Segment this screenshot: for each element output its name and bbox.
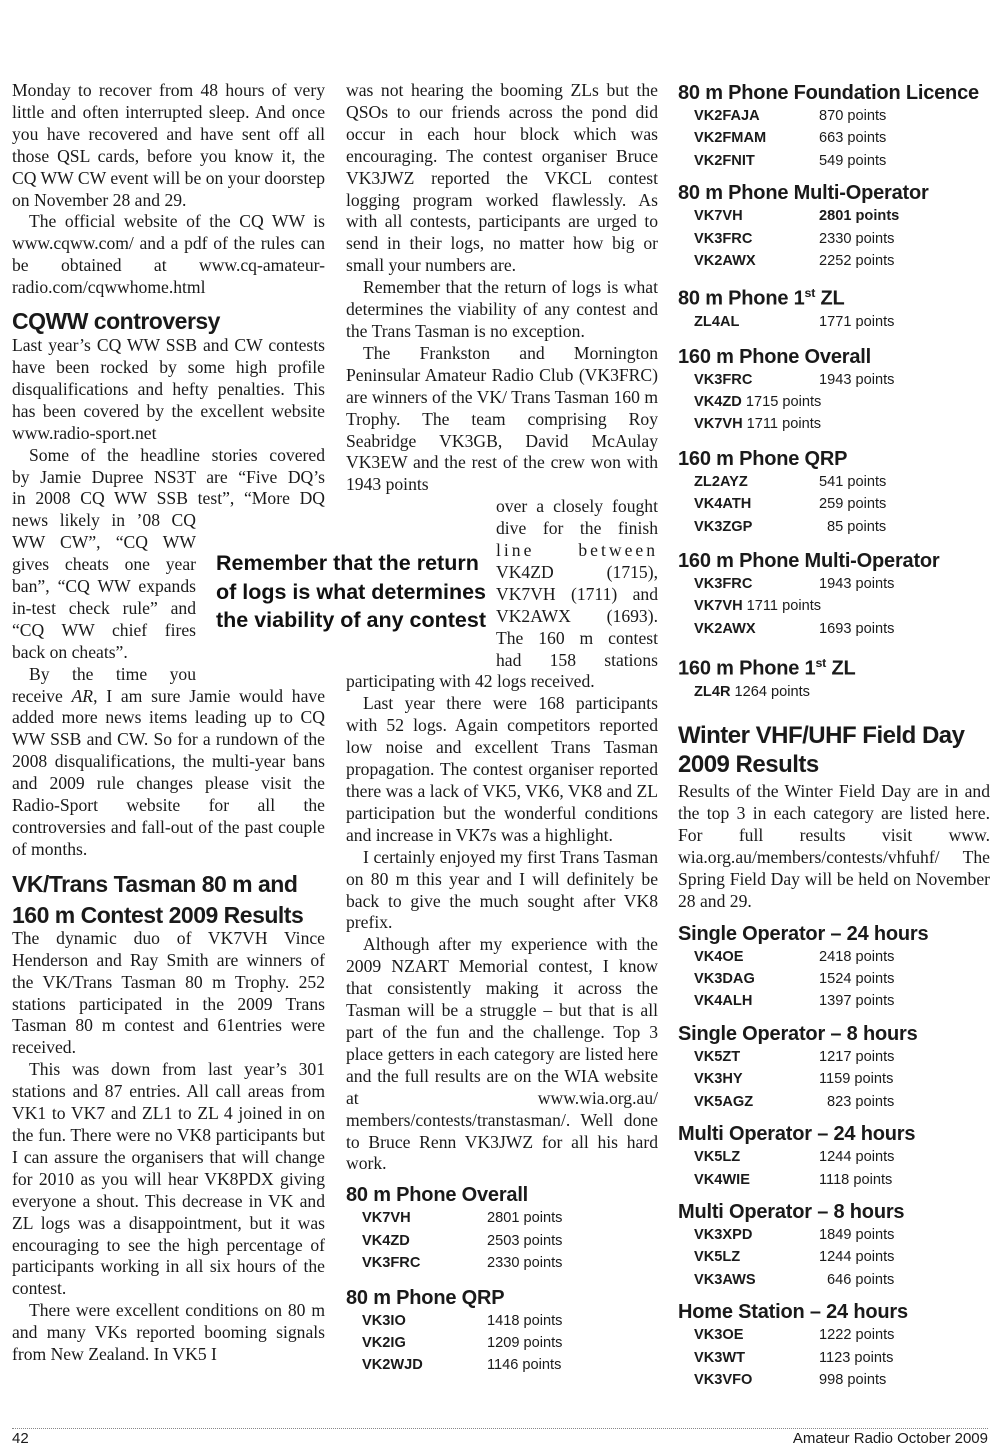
points: 1244 points (819, 1149, 895, 1166)
results-heading: 80 m Phone Overall (346, 1184, 529, 1207)
callsign: VK4ATH (694, 496, 752, 513)
paragraph: There were excellent conditions on 80 m and many VKs reported booming signals from New Zealand. In VK5 I (12, 1300, 325, 1365)
callsign: VK3FRC (694, 230, 753, 247)
points: 2330 points (487, 1255, 563, 1272)
result-row (694, 413, 990, 435)
callsign: VK3FRC (694, 575, 753, 592)
result-row (362, 1252, 658, 1274)
callsign: VK2FNIT (694, 152, 755, 169)
line: line between (496, 540, 658, 561)
results-multi-op-8h (678, 1201, 990, 1291)
points: 1943 points (819, 575, 895, 592)
points: 1711 points (746, 416, 822, 433)
text: 80 m Phone 1 (678, 288, 805, 311)
paragraph: The Frankston and Mornington Peninsular Amateur Radio Club (VK3FRC) are winners of the VK/ Trans Tasman 160 m Trophy. The team comprising Roy Seabridge VK3GB, David McAulay VK3EW and the rest of the crew won with 1943 points (346, 342, 658, 495)
paragraph: The official website of the CQ WW is www.cqww.com/ and a pdf of the rules can be obtained at www.cq-amateur-radio.com/cqwwhome.html (12, 211, 325, 298)
result-row (694, 990, 990, 1012)
callsign: VK7VH (362, 1210, 411, 1227)
callsign: VK5LZ (694, 1149, 741, 1166)
line: ban”, “CQ WW expands (12, 576, 196, 597)
line: “CQ WW chief fires (12, 619, 196, 640)
ordinal-suffix: st (804, 286, 816, 301)
paragraph: participating with 42 logs received. (346, 671, 595, 692)
points: 1159 points (819, 1071, 894, 1088)
paragraph: Remember that the return of logs is what determines the viability of any contest and the Trans Tasman is no exception. (346, 277, 658, 341)
paragraph: Results of the Winter Field Day are in and the top 3 in each category are listed here. For full results visit www. wia.org.au/members/contests/vhfuhf/ The Spring Field Day will be held on November 28 and 29. (678, 781, 990, 911)
publication-title: Amateur Radio October 2009 (792, 1430, 988, 1447)
result-row (694, 311, 990, 333)
paragraph: Last year’s CQ WW SSB and CW contests have been rocked by some high profile disqualifications and hefty penalties. This has been covered by the excellent website www.radio-sport.net (12, 335, 325, 443)
callsign: VK2FAJA (694, 108, 760, 124)
line: in-test check rule” and (12, 597, 196, 618)
callsign: VK4OE (694, 948, 744, 965)
callsign: VK5AGZ (694, 1093, 754, 1110)
text: 160 m Phone 1 (678, 657, 816, 680)
result-row (694, 573, 990, 595)
callsign: VK3IO (362, 1312, 406, 1329)
result-row (694, 250, 990, 272)
result-row (694, 946, 990, 968)
footer-divider (12, 1428, 988, 1429)
results-rows (694, 1324, 990, 1391)
results-heading: 160 m Phone Multi-Operator (678, 549, 940, 572)
result-row (694, 391, 990, 413)
paragraph: The dynamic duo of VK7VH Vince Henderson and Ray Smith are winners of the VK/Trans Tasman 80 m Trophy. 252 stations participated in the 2009 Trans Tasman 80 m contest and 61entries were received. (12, 927, 325, 1058)
results-heading: Home Station – 24 hours (678, 1301, 908, 1324)
points: 1524 points (819, 971, 895, 988)
callsign: VK3DAG (694, 971, 755, 988)
result-row (694, 595, 990, 617)
points: 1943 points (819, 371, 895, 388)
points: 2252 points (819, 253, 895, 270)
paragraph: Although after my experience with the 2009 NZART Memorial contest, I know that consistently making it across the Tasman will be a struggle – but that is all part of the fun and the challenge. Top 3 place getters in each category are listed here and the full results are on the WIA website at www.wia.org.au/ members/contests/transtasman/. Well done to Bruce Renn VK3JWZ for all his hard work. (346, 934, 658, 1174)
result-row (694, 205, 990, 227)
points: 259 points (819, 496, 887, 513)
result-row (362, 1207, 658, 1229)
results-rows (694, 1146, 990, 1191)
line: by Jamie Dupree NS3T are “Five DQ’s (12, 466, 325, 487)
callsign: VK3AWS (694, 1271, 756, 1288)
results-80m-phone-qrp (346, 1287, 658, 1377)
points: 1244 points (819, 1249, 895, 1266)
results-single-op-8h (678, 1023, 990, 1113)
text: ZL (815, 288, 845, 311)
pull-quote: Remember that the return of logs is what determines the viability of any contest (216, 551, 486, 632)
results-160m-phone-multi-operator (678, 550, 990, 640)
column-2 (346, 80, 658, 1377)
points: 1771 points (819, 314, 895, 331)
results-rows (694, 1046, 990, 1113)
results-home-station-24h (678, 1301, 990, 1391)
line: The 160 m contest (496, 627, 658, 648)
points: 2330 points (819, 230, 895, 247)
result-row (694, 1169, 990, 1191)
line: dive for the finish (496, 518, 658, 539)
results-160m-phone-1st-zl (678, 652, 990, 703)
callsign: VK3VFO (694, 1371, 753, 1388)
line: By the time you (29, 663, 196, 684)
callsign: ZL2AYZ (694, 473, 748, 490)
paragraph: Last year there were 168 participants with 52 logs. Again competitors reported low noise and excellent Trans Tasman propagation. The contest organiser reported there was a lack of VK5, VK6, VK8 and ZL participation but the wonderful conditions and increase in VK7s was a highlight. (346, 693, 658, 845)
results-rows (694, 311, 990, 333)
result-row (694, 968, 990, 990)
results-rows (694, 681, 990, 703)
results-160m-phone-qrp (678, 448, 990, 538)
callsign: VK2WJD (362, 1357, 423, 1374)
section-heading-cqww-controversy: CQWW controversy (12, 308, 220, 335)
results-heading: 160 m Phone Overall (678, 345, 871, 368)
result-row (694, 681, 990, 703)
points: 870 points (819, 108, 887, 124)
page-number: 42 (12, 1430, 29, 1447)
results-rows (694, 1224, 990, 1291)
result-row (694, 618, 990, 640)
points: 1264 points (734, 683, 810, 700)
points: 1217 points (819, 1048, 895, 1065)
result-row (694, 1369, 990, 1391)
results-multi-op-24h (678, 1123, 990, 1191)
result-row (362, 1332, 658, 1354)
paragraph: was not hearing the booming ZLs but the QSOs to our friends across the pond did occur in each hour block which was encouraging. The contest organiser Bruce VK3JWZ reported the VKCL contest logging program worked flawlessly. As with all contests, participants are urged to send in their logs, no matter how big or small your numbers are. (346, 80, 658, 276)
points: 998 points (819, 1371, 887, 1388)
results-heading: Single Operator – 8 hours (678, 1022, 918, 1045)
section-heading-vk-trans-tasman: VK/Trans Tasman 80 m and 160 m Contest 2009 Results (12, 870, 304, 928)
points: 1209 points (487, 1334, 563, 1351)
callsign: VK2AWX (694, 253, 756, 270)
result-row (694, 1046, 990, 1068)
line: WW CW”, “CQ WW (12, 532, 196, 553)
points: 1222 points (819, 1327, 895, 1344)
callsign: VK2FMAM (694, 130, 767, 147)
line: had 158 stations (496, 649, 658, 670)
line: VK2AWX (1693). (496, 605, 658, 626)
callsign: ZL4R (694, 683, 731, 700)
results-rows (694, 369, 990, 436)
points: 541 points (819, 473, 887, 490)
callsign: VK4ZD (362, 1232, 410, 1249)
points: 1693 points (819, 620, 895, 637)
points: 85 points (827, 518, 887, 535)
line: VK4ZD (1715), (496, 561, 658, 582)
results-rows (694, 205, 990, 272)
callsign: VK7VH (694, 208, 743, 225)
callsign: VK3FRC (694, 371, 753, 388)
result-row (694, 493, 990, 515)
line: news likely in ’08 CQ (12, 510, 196, 531)
callsign: VK3OE (694, 1327, 744, 1344)
result-row (362, 1310, 658, 1332)
result-row (694, 228, 990, 250)
paragraph: Monday to recover from 48 hours of very little and often interrupted sleep. And once you have recovered and have sent off all those QSL cards, before you know it, the CQ WW CW event will be on your doorstep on November 28 and 29. (12, 80, 325, 210)
result-row (362, 1354, 658, 1376)
results-80m-phone-overall (346, 1184, 658, 1274)
line: back on cheats”. (12, 641, 128, 662)
result-row (694, 1269, 990, 1291)
result-row (694, 150, 990, 172)
column-3 (678, 82, 990, 1391)
callsign: ZL4AL (694, 314, 740, 331)
results-80m-phone-multi-operator (678, 182, 990, 272)
callsign: VK3WT (694, 1349, 746, 1366)
results-heading: Multi Operator – 24 hours (678, 1123, 916, 1146)
results-heading: 80 m Phone QRP (346, 1286, 505, 1309)
result-row (694, 127, 990, 149)
points: 646 points (827, 1271, 895, 1288)
points: 1711 points (746, 598, 822, 615)
result-row (694, 471, 990, 493)
result-row (362, 1230, 658, 1252)
callsign: VK3HY (694, 1071, 743, 1088)
section-heading-winter-field-day: Winter VHF/UHF Field Day 2009 Results (678, 722, 965, 779)
result-row (694, 1146, 990, 1168)
result-row (694, 1068, 990, 1090)
points: 1146 points (487, 1357, 562, 1374)
text: receive (12, 685, 72, 706)
result-row (694, 105, 990, 127)
callsign: VK3XPD (694, 1226, 753, 1243)
paragraph: This was down from last year’s 301 stations and 87 entries. All call areas from VK1 to VK7 and ZL1 to ZL 4 joined in on the fun. There were no VK8 participants but I can assure the organisers that will change for 2010 as you will hear VK8PDX giving everyone a shout. This decrease in VK and ZL logs was a disappointment, but it was encouraging to see the high percentage of participants working in all six hours of the contest. (12, 1059, 325, 1299)
result-row (694, 369, 990, 391)
results-160m-phone-overall (678, 346, 990, 436)
points: 1715 points (745, 393, 822, 410)
callsign: VK7VH (694, 598, 743, 615)
result-row (694, 1091, 990, 1113)
points: 2801 points (819, 208, 900, 225)
column-1 (12, 80, 325, 1366)
points: 663 points (819, 130, 887, 147)
paragraph-narrow (496, 496, 658, 671)
magazine-abbrev: AR (71, 685, 94, 706)
result-row (694, 1324, 990, 1346)
results-heading: 80 m Phone Multi-Operator (678, 182, 929, 205)
results-heading: 160 m Phone QRP (678, 447, 848, 470)
results-80m-phone-1st-zl (678, 282, 990, 333)
points: 1123 points (819, 1349, 894, 1366)
results-rows (694, 471, 990, 538)
points: 2503 points (487, 1232, 563, 1249)
results-heading: 80 m Phone Foundation Licence (678, 82, 979, 104)
points: 823 points (827, 1093, 895, 1110)
line: gives cheats one year (12, 554, 196, 575)
callsign: VK2IG (362, 1334, 406, 1351)
callsign: VK3FRC (362, 1255, 421, 1272)
line: over a closely fought (496, 496, 658, 517)
results-rows (362, 1207, 658, 1274)
text: ZL (826, 657, 856, 680)
result-row (694, 1246, 990, 1268)
results-heading: Multi Operator – 8 hours (678, 1200, 905, 1223)
result-row (694, 516, 990, 538)
callsign: VK5ZT (694, 1048, 741, 1065)
text: , I am sure Jamie would have added more news items leading up to CQ WW SSB and CW. So for a rundown of the 2008 disqualifications, the multi-year bans and 2009 rule changes please visit the Radio-Sport website for all the controversies and fall-out of the past couple of months. (12, 685, 325, 859)
line: in 2008 CQ WW SSB test”, “More DQ (12, 488, 325, 509)
callsign: VK4ZD (694, 393, 742, 410)
points: 2418 points (819, 948, 895, 965)
line: VK7VH (1711) and (496, 583, 658, 604)
callsign: VK7VH (694, 416, 743, 433)
results-heading (678, 282, 990, 311)
callsign: VK4WIE (694, 1171, 750, 1188)
results-rows (362, 1310, 658, 1377)
points: 1418 points (487, 1312, 563, 1329)
results-rows (694, 105, 990, 172)
points: 1849 points (819, 1226, 895, 1243)
points: 2801 points (487, 1210, 563, 1227)
result-row (694, 1224, 990, 1246)
callsign: VK4ALH (694, 993, 753, 1010)
callsign: VK3ZGP (694, 518, 753, 535)
callsign: VK2AWX (694, 620, 756, 637)
points: 1118 points (819, 1171, 893, 1188)
results-heading: Single Operator – 24 hours (678, 922, 929, 945)
paragraph: I certainly enjoyed my first Trans Tasman on 80 m this year and I will definitely be back to give the much sought after VK8 prefix. (346, 846, 658, 933)
results-heading (678, 652, 990, 681)
ordinal-suffix: st (815, 656, 827, 671)
line: Some of the headline stories covered (29, 444, 325, 465)
results-rows (694, 946, 990, 1013)
results-80m-phone-foundation (678, 82, 990, 172)
points: 549 points (819, 152, 887, 169)
paragraph (12, 686, 325, 861)
results-rows (694, 573, 990, 640)
points: 1397 points (819, 993, 895, 1010)
callsign: VK5LZ (694, 1249, 741, 1266)
results-single-op-24h (678, 923, 990, 1013)
result-row (694, 1347, 990, 1369)
